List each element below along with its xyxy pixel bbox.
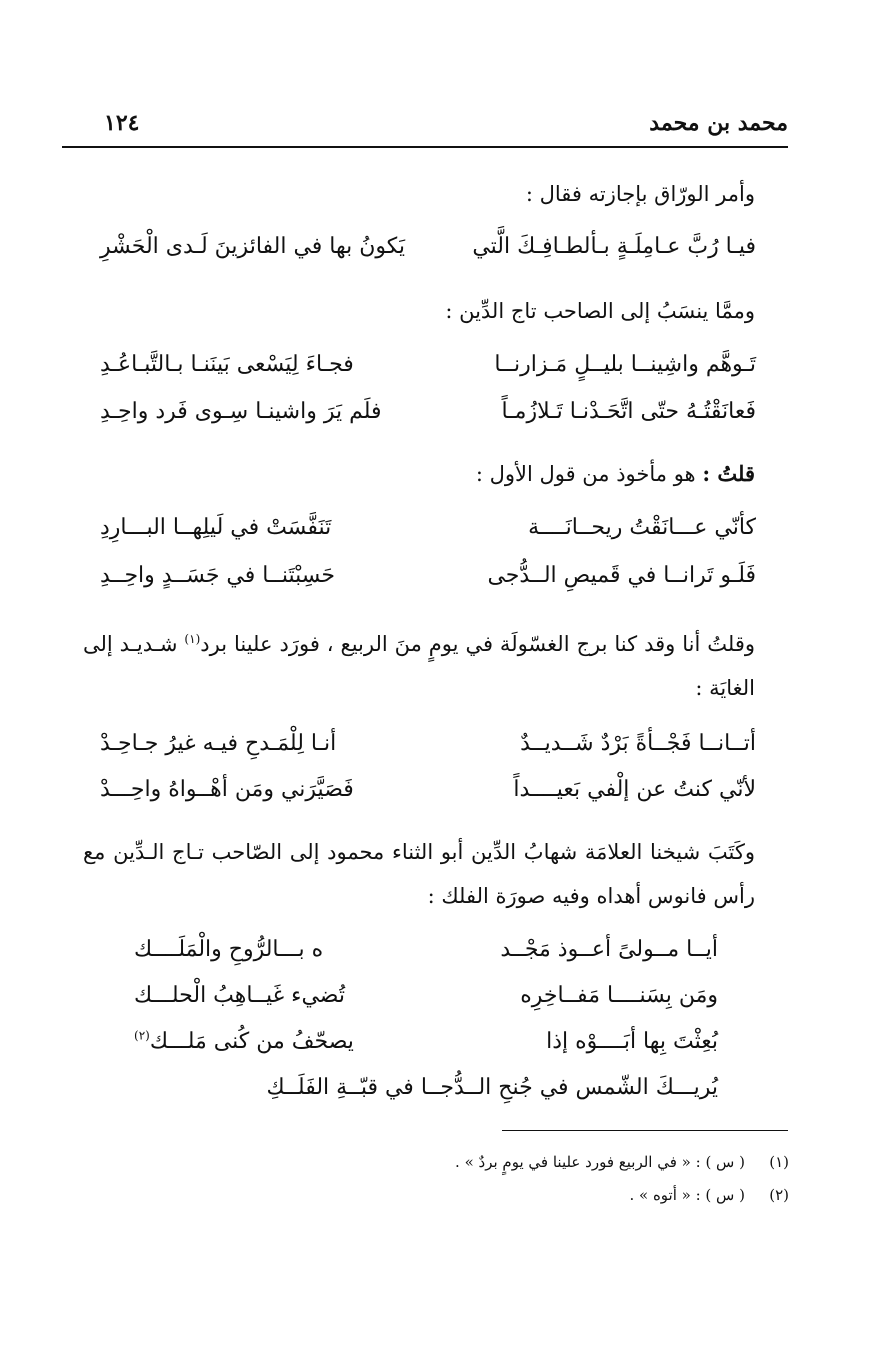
verse-1-second-hemistich: يَكونُ بها في الفائزينَ لَـدى الْحَشْرِ — [100, 234, 406, 259]
footnote-2-number: (٢) — [769, 1186, 789, 1204]
verse-2-first-hemistich: تَـوهَّم واشِينــا بليــلٍ مَـزارنــا — [494, 352, 756, 377]
verse-6-second-hemistich: أنـا لِلْمَـدحِ فيـه غيرُ جـاحِـدْ — [100, 731, 337, 756]
verse-8-second-hemistich: ه بـــالرُّوحِ والْمَلَــــك — [134, 937, 324, 962]
narrative-paragraph-1 — [83, 622, 755, 710]
footnote-ref-1[interactable]: (١) — [184, 632, 201, 646]
commentary-line — [476, 452, 755, 496]
verse-5-first-hemistich: فَلَـو تَرانــا في قَميصِ الــدُّجى — [487, 563, 756, 588]
footnote-ref-2[interactable]: (٢) — [134, 1028, 150, 1043]
verse-3-second-hemistich: فلَم يَرَ واشينـا سِـوى فَرد واحِـدِ — [100, 399, 382, 424]
verse-7-second-hemistich: فَصَيَّرَني ومَن أهْــواهُ واحِـــدْ — [100, 777, 354, 802]
narrative-paragraph-2: وكَتَبَ شيخنا العلامَة شهابُ الدِّين أبو الثناء محمود إلى الصّاحب تـاج الـدِّين مع رأس فانوس أهداه وفيه صورَة الفلك : — [83, 840, 755, 908]
verse-2-second-hemistich: فجـاءَ لِيَسْعى بَينَنـا بـالتَّبـاعُـدِ — [100, 352, 354, 377]
intro-line-2: وممَّا ينسَبُ إلى الصاحب تاج الدِّين : — [445, 299, 755, 323]
running-title: محمد بن محمد — [649, 110, 788, 136]
narrative-1-text-b: شـديـد إلى الغايَة : — [83, 632, 755, 700]
footnote-2 — [629, 1183, 789, 1207]
verse-11-line: يُريـــكَ الشّمس في جُنحِ الــدُّجــا في قبّــةِ الفَلَــكِ — [266, 1075, 718, 1100]
commentary-lead: قلتُ : — [702, 461, 755, 486]
verse-9-first-hemistich: ومَن بِسَنــــا مَفــاخِرِه — [520, 983, 718, 1008]
footnote-1 — [455, 1150, 789, 1174]
footnote-1-text: ( س ) : « في الربيع فورد علينا في يومٍ بردٌ » . — [455, 1153, 745, 1171]
verse-7-first-hemistich: لأنّي كنتُ عن إلْفي بَعيــــداً — [513, 777, 756, 802]
verse-4-second-hemistich: تَنَفَّسَتْ في لَيلِهــا البـــارِدِ — [100, 515, 332, 540]
verse-1-first-hemistich: فيـا رُبَّ عـامِلَـةٍ بـألطـافِـكَ الَّتي — [472, 234, 756, 259]
verse-4-first-hemistich: كأنّي عـــانَقْتُ ريحــانَــــة — [528, 515, 756, 540]
verse-10-second-text: يصحّفُ من كُنى مَلـــك — [149, 1029, 354, 1054]
page-header — [62, 106, 788, 148]
narrative-1-text-a: وقلتُ أنا وقد كنا برج الغسّولَة في يومٍ منَ الربيع ، فورَد علينا برد — [200, 632, 755, 656]
verse-8-first-hemistich: أيــا مــولىً أعــوذ مَجْــد — [500, 937, 718, 962]
verse-9-second-hemistich: تُضيء غَيــاهِبُ الْحلـــك — [134, 983, 345, 1008]
page-number: ١٢٤ — [104, 110, 140, 136]
verse-5-second-hemistich: حَسِبْتَنــا في جَسَــدٍ واحِــدِ — [100, 563, 336, 588]
verse-6-first-hemistich: أتــانــا فَجْــأةً بَرْدٌ شَــديــدٌ — [520, 731, 756, 756]
intro-line-1: وأمر الورّاق بإجازته فقال : — [525, 182, 755, 206]
verse-3-first-hemistich: فَعانَقْتُـهُ حتّى اتَّحَـدْنـا تَـلازُمـاً — [501, 399, 756, 424]
verse-10-first-hemistich: بُعِثْتَ بِها أبَــــوْه إذا — [546, 1029, 718, 1054]
footnote-1-number: (١) — [769, 1153, 789, 1171]
footnote-2-text: ( س ) : « أتوه » . — [629, 1186, 745, 1204]
verse-10-second-hemistich — [134, 1022, 354, 1062]
commentary-text: هو مأخوذ من قول الأول : — [475, 462, 703, 486]
footnote-separator — [502, 1130, 788, 1131]
